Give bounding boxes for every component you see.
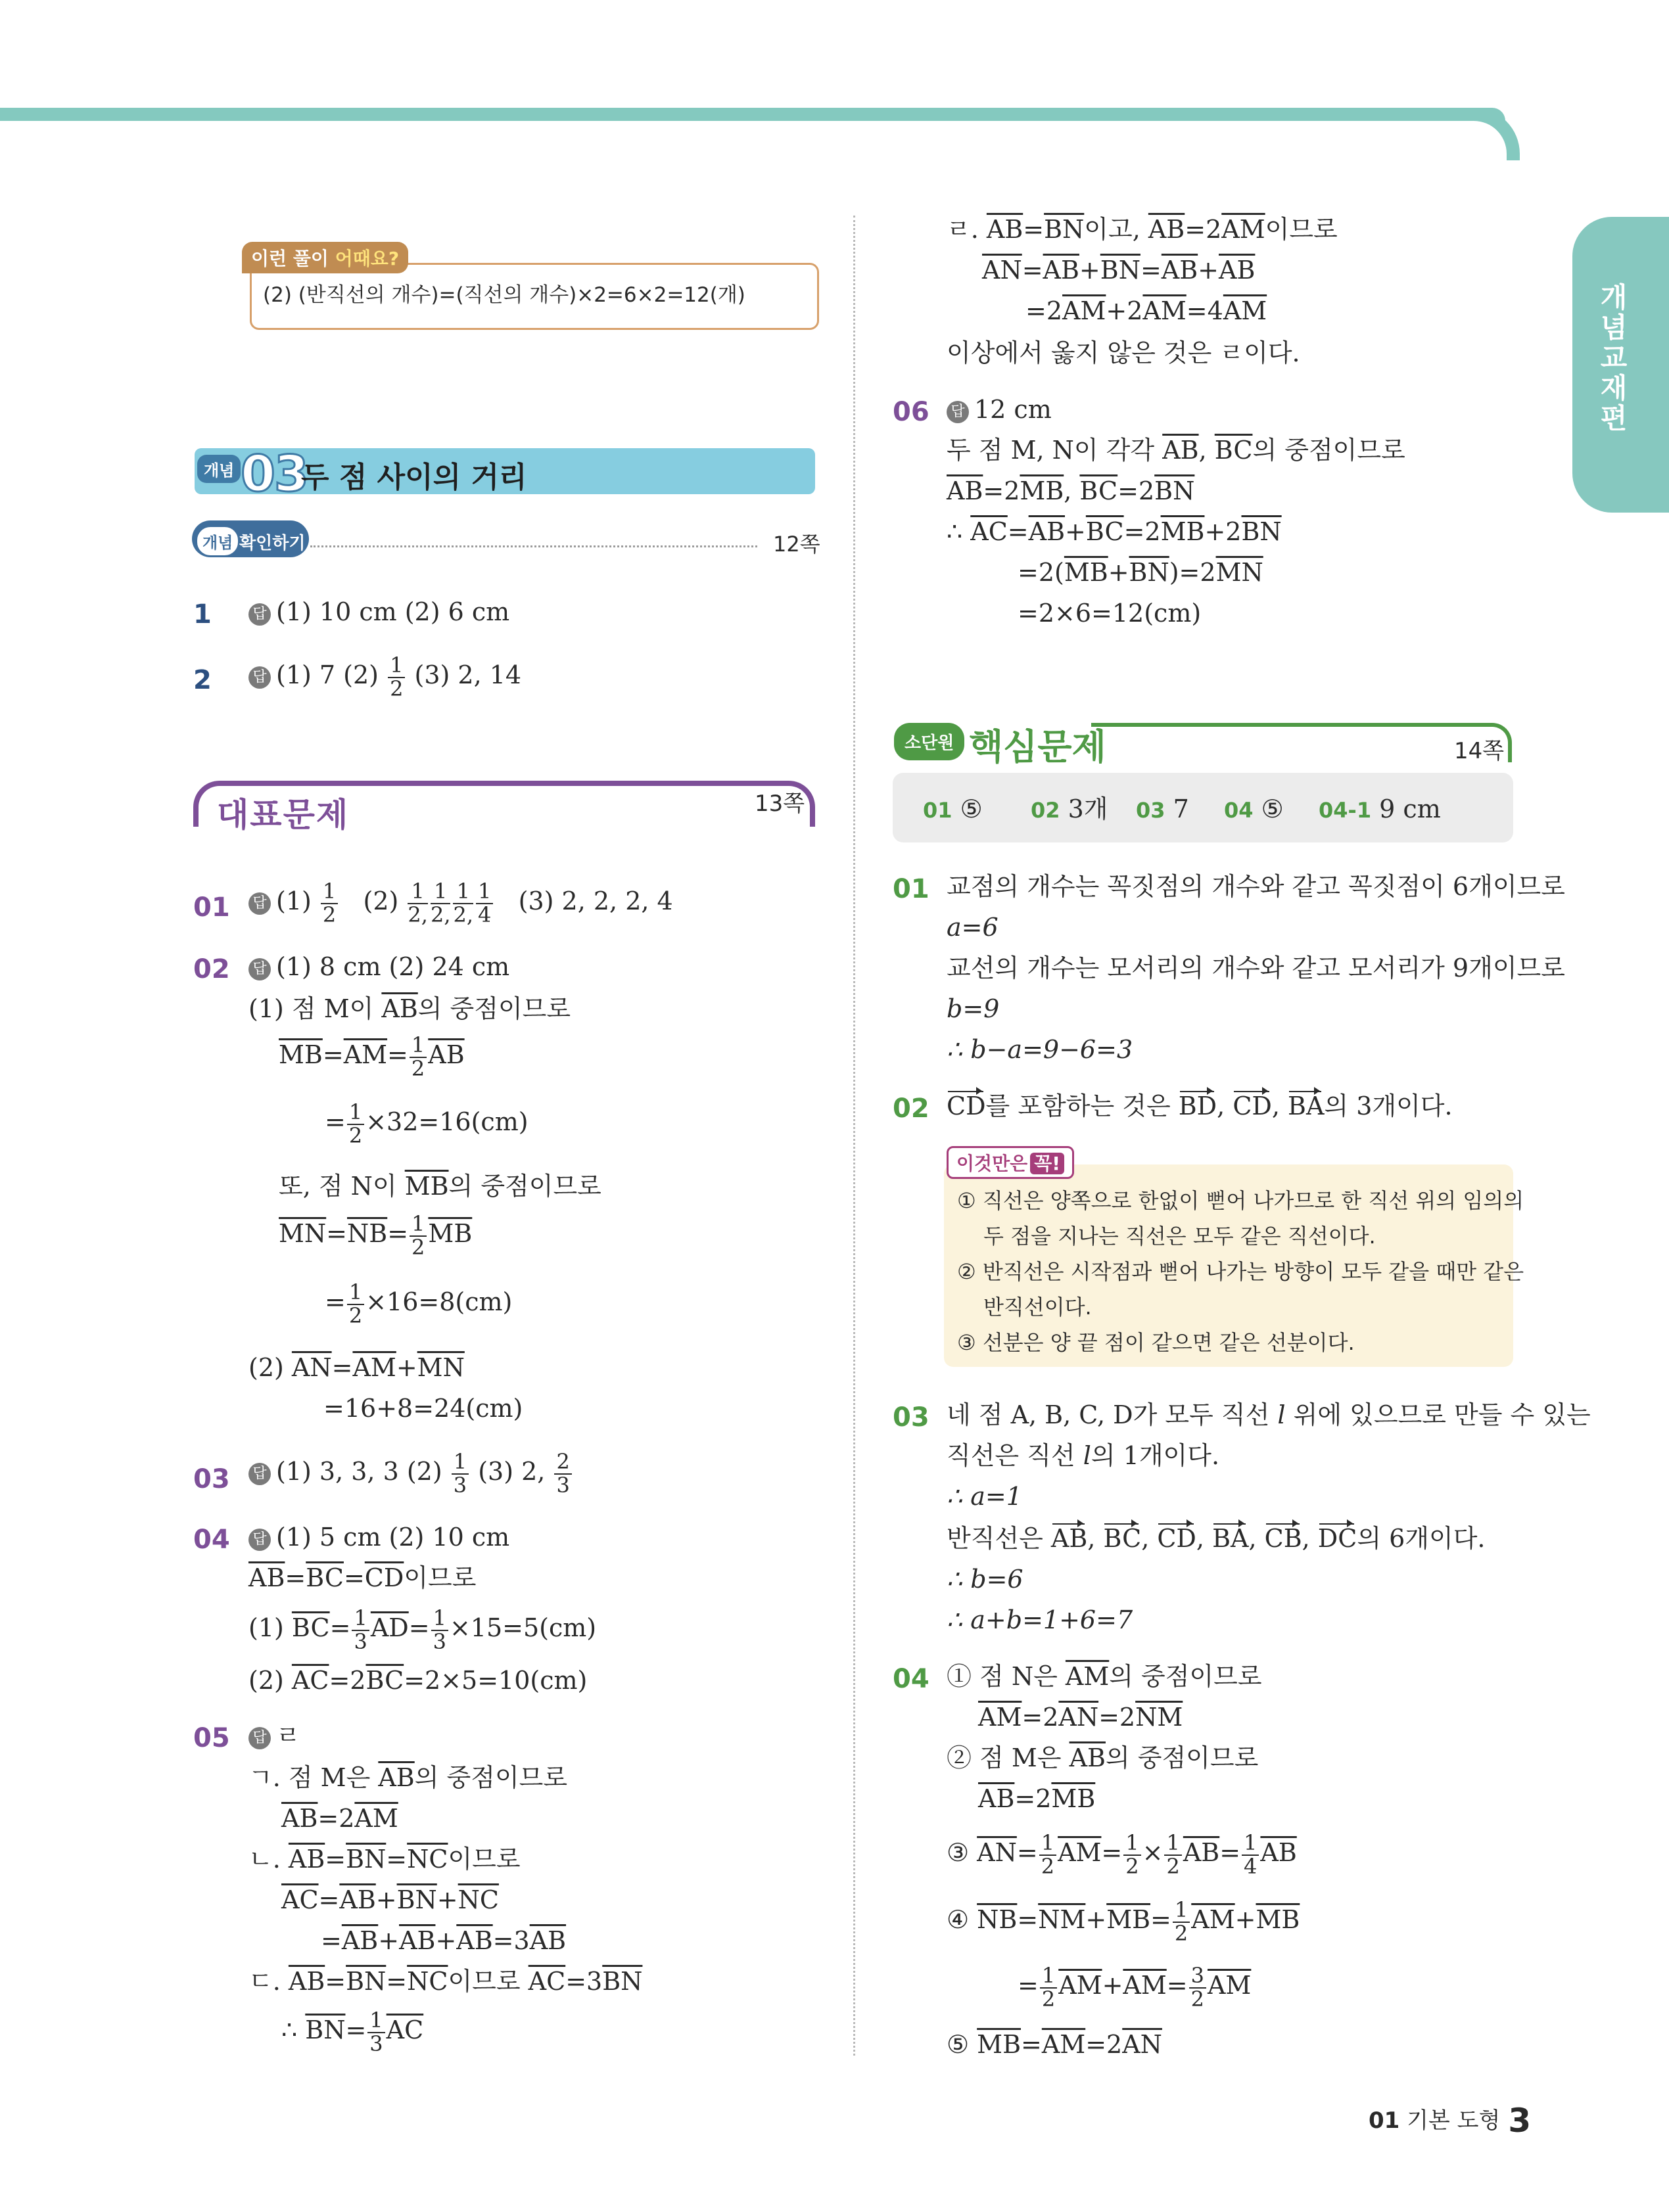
q05-line: $=\overline{AB}+\overline{AB}+\overline{AB}=3\overline{AB}$ bbox=[321, 1926, 567, 1955]
c03-line: ∴ a=1 bbox=[947, 1482, 1022, 1511]
key-line: ① 직선은 양쪽으로 한없이 뻗어 나가므로 한 직선 위의 임의의 bbox=[957, 1188, 1524, 1213]
check-item-text: (1) 10 cm (2) 6 cm bbox=[276, 597, 510, 626]
r05-line: $=2\overline{AM}+2\overline{AM}=4\overline{AM}$ bbox=[1025, 296, 1267, 325]
r05-line: 이상에서 옳지 않은 것은 ㄹ이다. bbox=[947, 338, 1300, 367]
tip-label-b: 어때요? bbox=[328, 248, 400, 269]
q06-line: $=2(\overline{MB}+\overline{BN})=2\overline{MN}$ bbox=[1018, 558, 1263, 587]
section-badge: 개념 bbox=[197, 455, 241, 483]
answer-icon: 답 bbox=[248, 1529, 271, 1551]
text: (1) 7 (2) bbox=[276, 660, 387, 690]
question-number: 06 bbox=[893, 397, 929, 427]
tip-label-a: 이런 풀이 bbox=[251, 248, 329, 269]
question-number: 02 bbox=[893, 1094, 929, 1124]
key-label: 이것만은 꼭! bbox=[947, 1146, 1074, 1179]
core-answer: 04 ⑤ bbox=[1224, 795, 1284, 823]
r05-line: $\overline{AN}=\overline{AB}+\overline{BN}=\overline{AB}+\overline{AB}$ bbox=[982, 256, 1256, 285]
side-tab-label: 개념교재편 bbox=[1596, 283, 1628, 434]
q02-line: 또, 점 N이 $\overline{MB}$의 중점이므로 bbox=[279, 1172, 601, 1201]
answer-icon: 답 bbox=[248, 666, 271, 689]
q03-answer: 답 (1) 3, 3, 3 (2) $\frac{1}{3}$ (3) 2, $\frac{2}{3}$ bbox=[248, 1451, 573, 1496]
q02-line: = $\frac{1}{2}$ ×16=8(cm) bbox=[325, 1279, 513, 1328]
check-badge-b: 확인하기 bbox=[239, 534, 306, 553]
c01-line: 교점의 개수는 꼭짓점의 개수와 같고 꼭짓점이 6개이므로 bbox=[947, 872, 1565, 901]
q02-line: (1) 점 M이 $\overline{AB}$의 중점이므로 bbox=[248, 994, 571, 1023]
page-footer bbox=[1369, 2102, 1531, 2140]
question-number: 04 bbox=[893, 1664, 929, 1694]
rep-title: 대표문제 bbox=[217, 796, 350, 834]
page-number: 3 bbox=[1508, 2102, 1532, 2140]
top-accent-bar bbox=[0, 108, 1505, 121]
q05-line: $\overline{AC}=\overline{AB}+\overline{BN}+\overline{NC}$ bbox=[281, 1885, 499, 1914]
question-number: 01 bbox=[893, 874, 929, 904]
q02-line: $\overline{MB}=\overline{AM}=$ $\frac{1}{2}$ $\overline{AB}$ bbox=[279, 1032, 465, 1081]
check-badge-a: 개념 bbox=[196, 526, 239, 557]
text: (3) 2, 14 bbox=[406, 660, 522, 690]
check-item-answer bbox=[248, 599, 509, 626]
c01-line: a=6 bbox=[947, 913, 999, 942]
c04-line: $\overline{AB}=2\overline{MB}$ bbox=[978, 1784, 1096, 1813]
c03-line: 반직선은 AB, BC, CD, BA, CB, DC의 6개이다. bbox=[947, 1524, 1486, 1553]
key-line: ③ 선분은 양 끝 점이 같으면 같은 선분이다. bbox=[957, 1330, 1355, 1355]
q02-line: = $\frac{1}{2}$ ×32=16(cm) bbox=[325, 1099, 529, 1148]
c04-line: ① 점 N은 $\overline{AM}$의 중점이므로 bbox=[947, 1662, 1262, 1691]
question-number: 01 bbox=[193, 892, 230, 923]
c04-line: ⑤ $\overline{MB}=\overline{AM}=2\overline{AN}$ bbox=[947, 2030, 1162, 2059]
q06-line: ∴ $\overline{AC}=\overline{AB}+\overline{BC}=2\overline{MB}+2\overline{BN}$ bbox=[947, 517, 1282, 546]
question-number: 03 bbox=[193, 1464, 230, 1494]
q06-line: 두 점 M, N이 각각 $\overline{AB}$, $\overline{BC}$의 중점이므로 bbox=[947, 436, 1405, 465]
q02-line: $\overline{MN}=\overline{NB}=$ $\frac{1}{2}$ $\overline{MB}$ bbox=[279, 1211, 473, 1260]
check-item-number: 1 bbox=[193, 599, 212, 630]
check-item-answer: 답 (1) 7 (2) $\frac{1}{2}$ (3) 2, 14 bbox=[248, 655, 521, 700]
answer-icon: 답 bbox=[947, 401, 969, 423]
core-answer: 04-1 9 cm bbox=[1319, 795, 1441, 823]
q06-line: =2×6=12(cm) bbox=[1018, 599, 1202, 628]
q04-line: (1) $\overline{BC}=$ $\frac{1}{3}$ $\overline{AD}=$ $\frac{1}{3}$ ×15=5(cm) bbox=[248, 1605, 597, 1654]
tip-text: (2) (반직선의 개수)=(직선의 개수)×2=6×2=12(개) bbox=[263, 283, 745, 307]
q05-line: ㄴ. $\overline{AB}=\overline{BN}=\overline{NC}$이므로 bbox=[248, 1845, 521, 1874]
answer-icon: 답 bbox=[248, 892, 271, 915]
core-answer: 03 7 bbox=[1136, 795, 1189, 823]
column-divider bbox=[853, 216, 855, 2056]
question-number: 04 bbox=[193, 1525, 230, 1555]
core-answer: 01 ⑤ bbox=[923, 795, 983, 823]
answer-icon: 답 bbox=[248, 1727, 271, 1749]
question-number: 05 bbox=[193, 1723, 230, 1753]
q06-line: $\overline{AB}=2\overline{MB}$, $\overline{BC}=2\overline{BN}$ bbox=[947, 476, 1195, 505]
c04-line: $\overline{AM}=2\overline{AN}=2\overline{NM}$ bbox=[978, 1703, 1183, 1732]
q06-answer: 답 12 cm bbox=[947, 397, 1052, 423]
answer-icon: 답 bbox=[248, 603, 271, 626]
q05-answer: 답 ㄹ bbox=[248, 1723, 300, 1749]
top-accent-curve bbox=[1446, 108, 1520, 160]
c03-line: ∴ a+b=1+6=7 bbox=[947, 1605, 1133, 1634]
core-badge: 소단원 bbox=[894, 723, 964, 760]
core-frame bbox=[1091, 723, 1512, 762]
c03-line: 직선은 직선 l의 1개이다. bbox=[947, 1441, 1220, 1470]
question-number: 03 bbox=[893, 1402, 929, 1433]
rep-page: 13쪽 bbox=[755, 791, 805, 817]
dotted-leader bbox=[310, 545, 757, 547]
q02-answer: 답 (1) 8 cm (2) 24 cm bbox=[248, 954, 509, 980]
section-title: 두 점 사이의 거리 bbox=[301, 461, 527, 494]
q04-answer: 답 (1) 5 cm (2) 10 cm bbox=[248, 1525, 509, 1551]
q05-line: $\overline{AB}=2\overline{AM}$ bbox=[281, 1804, 398, 1833]
core-title: 핵심문제 bbox=[969, 726, 1106, 768]
answer-icon: 답 bbox=[248, 1463, 271, 1485]
q01-answer: 답 (1) $\frac{1}{2}$ (2) $\frac{1}{2,}$ $\frac{1}{2,}$ $\frac{1}{2,}$ $\frac{1}{4}$ (3) 2, 2, 2, 4 bbox=[248, 881, 673, 926]
core-answer: 02 3개 bbox=[1031, 795, 1108, 823]
key-line: 두 점을 지나는 직선은 모두 같은 직선이다. bbox=[983, 1224, 1376, 1249]
c04-line: ② 점 M은 $\overline{AB}$의 중점이므로 bbox=[947, 1743, 1259, 1772]
q05-line: ㄷ. $\overline{AB}=\overline{BN}=\overline{NC}$이므로 $\overline{AC}=3\overline{BN}$ bbox=[248, 1967, 643, 1996]
key-line: 반직선이다. bbox=[983, 1295, 1092, 1320]
q05-line: ∴ $\overline{BN}=$ $\frac{1}{3}$ $\overline{AC}$ bbox=[281, 2008, 424, 2056]
key-line: ② 반직선은 시작점과 뻗어 나가는 방향이 모두 같을 때만 같은 bbox=[957, 1259, 1524, 1284]
check-page: 12쪽 bbox=[773, 532, 820, 557]
c03-line: 네 점 A, B, C, D가 모두 직선 l 위에 있으므로 만들 수 있는 bbox=[947, 1400, 1591, 1429]
core-page: 14쪽 bbox=[1454, 738, 1505, 764]
c04-line: = $\frac{1}{2}$ $\overline{AM}+\overline{AM}=$ $\frac{3}{2}$ $\overline{AM}$ bbox=[1018, 1963, 1252, 2012]
c04-line: ④ $\overline{NB}=\overline{NM}+\overline{MB}=$ $\frac{1}{2}$ $\overline{AM}+\overline{MB}$ bbox=[947, 1897, 1300, 1946]
c03-line: ∴ b=6 bbox=[947, 1565, 1023, 1594]
c01-line: b=9 bbox=[947, 994, 1000, 1023]
q02-line: =16+8=24(cm) bbox=[323, 1394, 523, 1423]
q02-line: (2) $\overline{AN}=\overline{AM}+\overline{MN}$ bbox=[248, 1353, 465, 1382]
q05-line: ㄱ. 점 M은 $\overline{AB}$의 중점이므로 bbox=[248, 1763, 568, 1792]
q04-line: $\overline{AB}=\overline{BC}=\overline{CD}$이므로 bbox=[248, 1563, 477, 1592]
c01-line: ∴ b−a=9−6=3 bbox=[947, 1035, 1133, 1064]
question-number: 02 bbox=[193, 954, 230, 984]
footer-unit: 01 bbox=[1369, 2108, 1400, 2134]
c01-line: 교선의 개수는 모서리의 개수와 같고 모서리가 9개이므로 bbox=[947, 954, 1565, 982]
tip-label bbox=[242, 242, 408, 273]
c02-line: CD를 포함하는 것은 BD, CD, BA의 3개이다. bbox=[947, 1092, 1453, 1120]
q04-line: (2) $\overline{AC}=2\overline{BC}=2\times 5=10(cm)$ bbox=[248, 1666, 588, 1695]
r05-line: ㄹ. $\overline{AB}=\overline{BN}$이고, $\overline{AB}=2\overline{AM}$이므로 bbox=[947, 215, 1338, 244]
c04-line: ③ $\overline{AN}=$ $\frac{1}{2}$ $\overline{AM}=$ $\frac{1}{2}$ × $\frac{1}{2}$ $\overline{AB}=$ $\frac{1}{4}$ $\overline{AB}$ bbox=[947, 1830, 1297, 1879]
answer-icon: 답 bbox=[248, 958, 271, 980]
footer-name: 기본 도형 bbox=[1399, 2108, 1501, 2134]
section-number: 03 bbox=[241, 444, 308, 503]
check-item-number: 2 bbox=[193, 665, 212, 695]
